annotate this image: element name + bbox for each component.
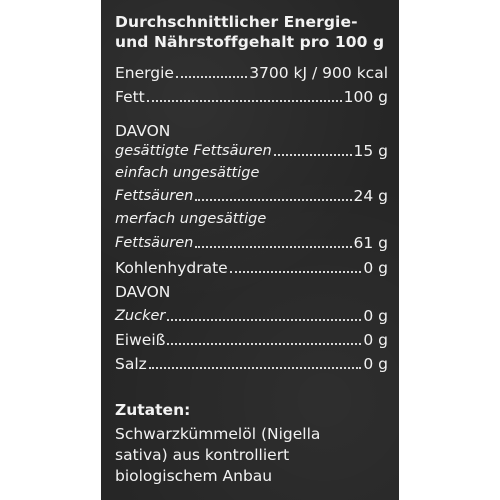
row-value: 3700 kJ / 900 kcal	[249, 64, 388, 82]
row-gesaettigte-fettsaeuren	[115, 140, 388, 162]
row-kohlenhydrate	[115, 257, 388, 279]
row-label: Fettsäuren	[115, 188, 194, 204]
dot-leader	[230, 271, 362, 273]
row-value: 0 g	[363, 355, 388, 373]
dot-leader	[195, 246, 351, 248]
dot-leader	[147, 100, 342, 102]
davon-label-1: DAVON	[115, 122, 171, 140]
row-zucker	[115, 305, 388, 327]
zutaten-line: Schwarzkümmelöl (Nigella	[115, 425, 321, 443]
dot-leader	[195, 199, 351, 201]
row-value: 100 g	[343, 88, 388, 106]
row-eiweiss	[115, 329, 388, 351]
mehrfach-ungesaettigt-label: merfach ungesättige	[115, 211, 267, 227]
einfach-ungesaettigt-label: einfach ungesättige	[115, 165, 260, 181]
row-label: Salz	[115, 355, 147, 373]
zutaten-heading: Zutaten:	[115, 401, 191, 419]
row-label: gesättigte Fettsäuren	[115, 143, 272, 159]
row-label: Fettsäuren	[115, 235, 194, 251]
row-salz	[115, 353, 388, 375]
dot-leader	[149, 367, 362, 369]
row-value: 0 g	[363, 307, 388, 325]
row-mehrfach-fettsaeuren	[115, 232, 388, 254]
row-einfach-fettsaeuren	[115, 185, 388, 207]
dot-leader	[167, 319, 361, 321]
row-label: Eiweiß	[115, 331, 166, 349]
zutaten-text	[115, 424, 320, 487]
row-label: Kohlenhydrate	[115, 259, 228, 277]
dot-leader	[274, 154, 352, 156]
heading-line-1: Durchschnittlicher Energie-	[115, 13, 358, 31]
zutaten-line: sativa) aus kontrolliert	[115, 446, 290, 464]
row-value: 61 g	[353, 234, 388, 252]
dot-leader	[167, 343, 361, 345]
nutrition-label-panel	[101, 0, 399, 500]
row-energie	[115, 62, 388, 84]
dot-leader	[176, 76, 247, 78]
zutaten-line: biologischem Anbau	[115, 467, 273, 485]
row-value: 0 g	[363, 259, 388, 277]
davon-label-2: DAVON	[115, 283, 171, 301]
row-label: Zucker	[115, 308, 166, 324]
row-value: 24 g	[353, 187, 388, 205]
row-value: 0 g	[363, 331, 388, 349]
row-value: 15 g	[353, 142, 388, 160]
row-fett	[115, 86, 388, 108]
row-label: Energie	[115, 64, 174, 82]
nutrition-heading	[115, 12, 384, 52]
row-label: Fett	[115, 88, 145, 106]
heading-line-2: und Nährstoffgehalt pro 100 g	[115, 33, 385, 51]
